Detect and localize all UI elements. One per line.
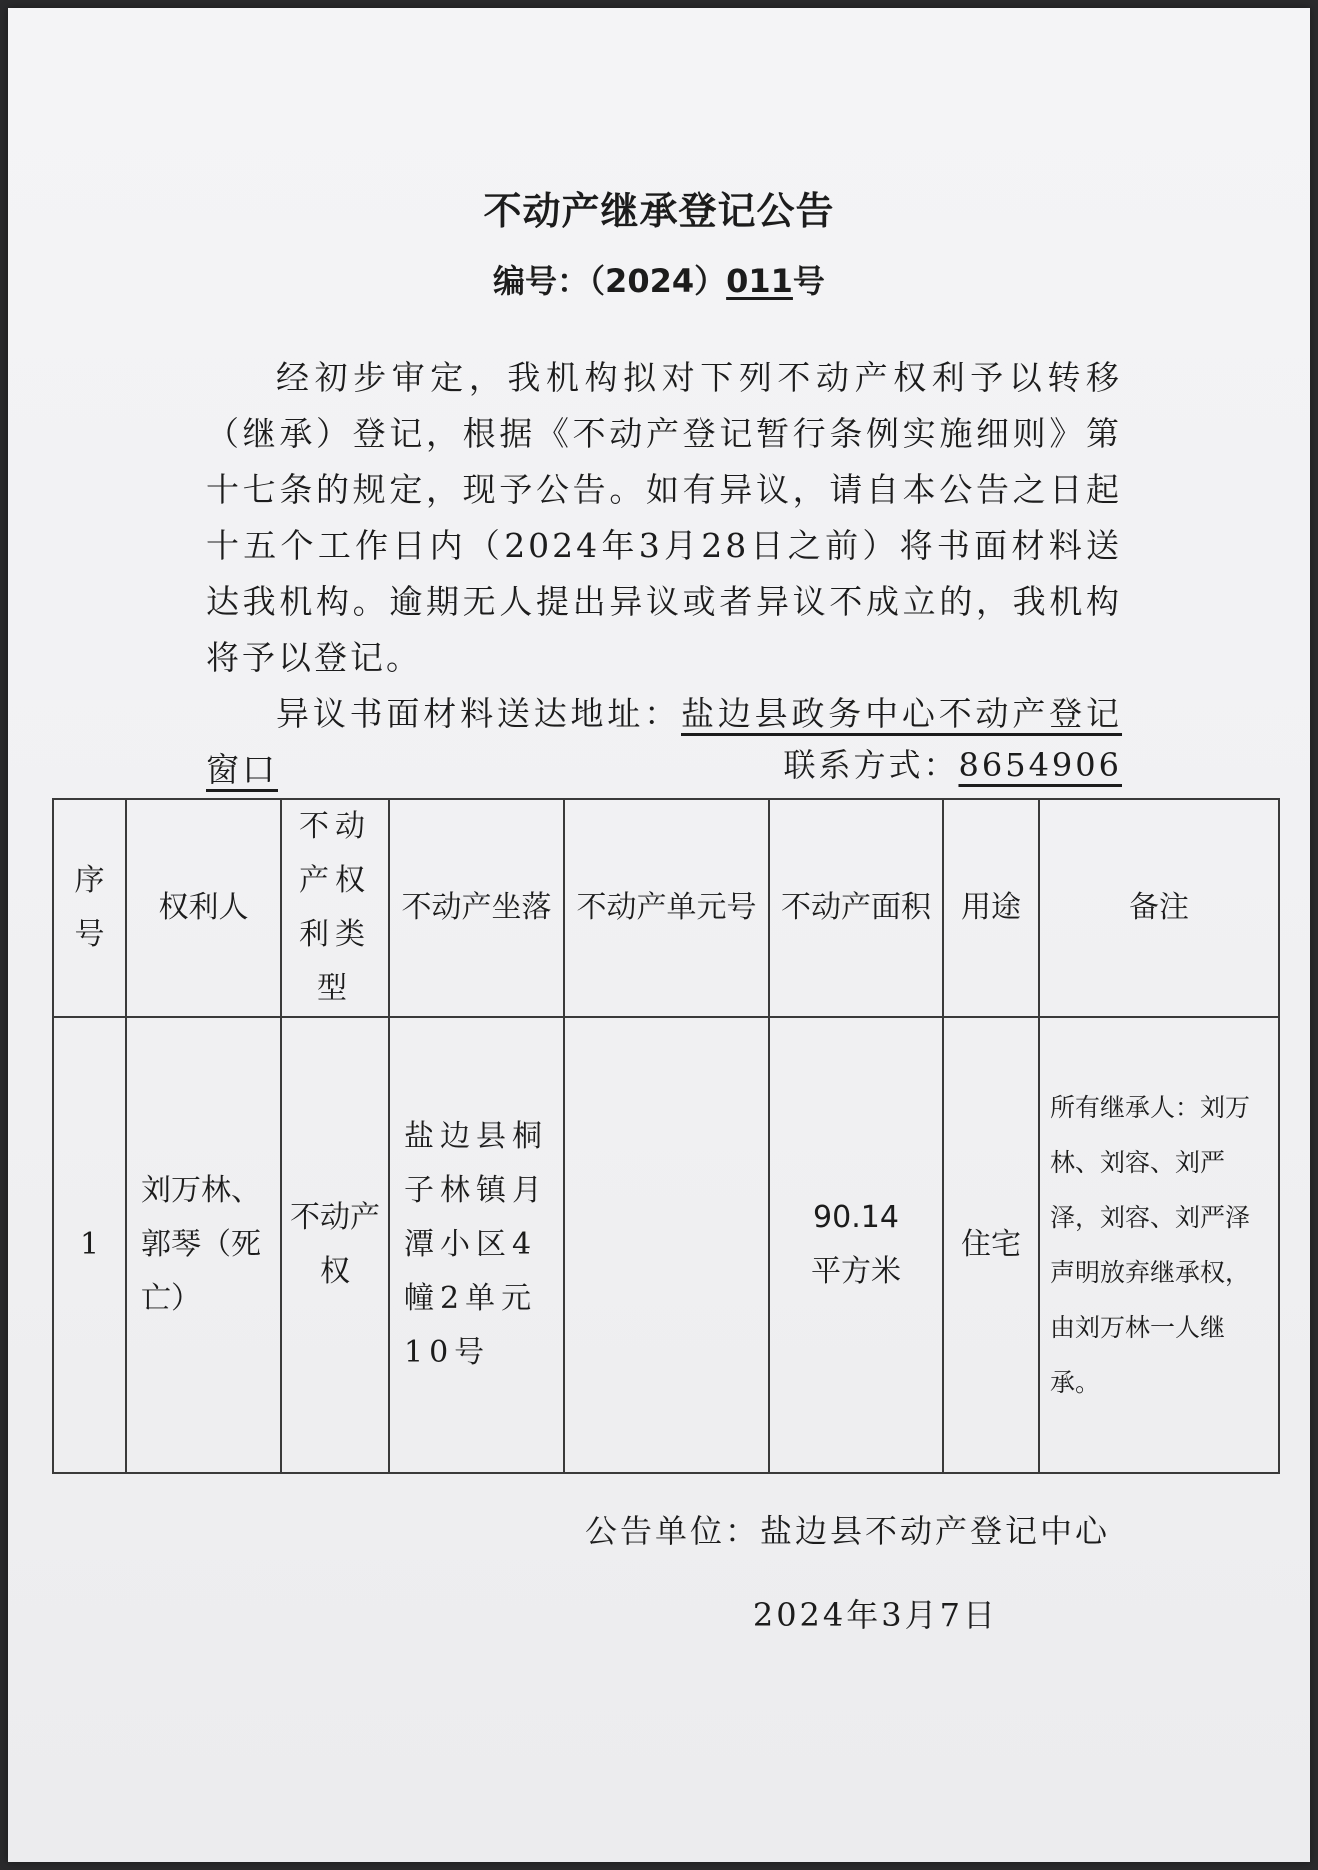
contact-info xyxy=(783,740,1122,786)
cell-unit-no xyxy=(564,1017,769,1473)
table-row xyxy=(53,1017,1279,1473)
header-seq: 序号 xyxy=(53,799,126,1017)
registration-table xyxy=(52,798,1280,1474)
document-page xyxy=(8,8,1310,1862)
header-location: 不动产坐落 xyxy=(389,799,564,1017)
issuing-unit xyxy=(585,1506,1110,1552)
cell-seq: 1 xyxy=(53,1017,126,1473)
notice-paragraph: 经初步审定，我机构拟对下列不动产权利予以转移（继承）登记，根据《不动产登记暂行条例实施细则》第十七条的规定，现予公告。如有异议，请自本公告之日起十五个工作日内（2024年3月28日之前）将书面材料送达我机构。逾期无人提出异议或者异议不成立的，我机构将予以登记。 xyxy=(206,358,1122,677)
cell-right-type: 不动产权 xyxy=(281,1017,389,1473)
header-right-type: 不动产权利类型 xyxy=(281,799,389,1017)
doc-number-suffix: 号 xyxy=(792,262,825,300)
cell-location: 盐边县桐子林镇月潭小区4幢2单元10号 xyxy=(389,1017,564,1473)
issuer-value: 盐边县不动产登记中心 xyxy=(759,1512,1110,1550)
issue-date: 2024年3月7日 xyxy=(752,1596,998,1634)
address-label: 异议书面材料送达地址： xyxy=(276,694,681,733)
contact-value: 8654906 xyxy=(958,746,1122,784)
notice-body xyxy=(206,350,1122,798)
doc-number-prefix: 编号：（2024） xyxy=(493,262,727,300)
header-area: 不动产面积 xyxy=(769,799,943,1017)
header-usage: 用途 xyxy=(943,799,1039,1017)
cell-usage: 住宅 xyxy=(943,1017,1039,1473)
address-value: 盐边县政务中心不动产登记窗口 xyxy=(206,694,1123,789)
table-header-row xyxy=(53,799,1279,1017)
doc-number-value: 011 xyxy=(726,262,793,300)
header-unit-no: 不动产单元号 xyxy=(564,799,769,1017)
document-title: 不动产继承登记公告 xyxy=(483,189,835,233)
document-number xyxy=(8,256,1310,302)
header-holder: 权利人 xyxy=(126,799,281,1017)
contact-label: 联系方式： xyxy=(783,746,959,784)
area-value: 90.14 xyxy=(813,1200,899,1235)
cell-remarks: 所有继承人：刘万林、刘容、刘严泽，刘容、刘严泽声明放弃继承权，由刘万林一人继承。 xyxy=(1039,1017,1279,1473)
cell-holder: 刘万林、郭琴（死亡） xyxy=(126,1017,281,1473)
cell-area xyxy=(769,1017,943,1473)
header-remarks: 备注 xyxy=(1039,799,1279,1017)
issuer-label: 公告单位： xyxy=(584,1512,760,1550)
area-unit: 平方米 xyxy=(811,1254,901,1289)
